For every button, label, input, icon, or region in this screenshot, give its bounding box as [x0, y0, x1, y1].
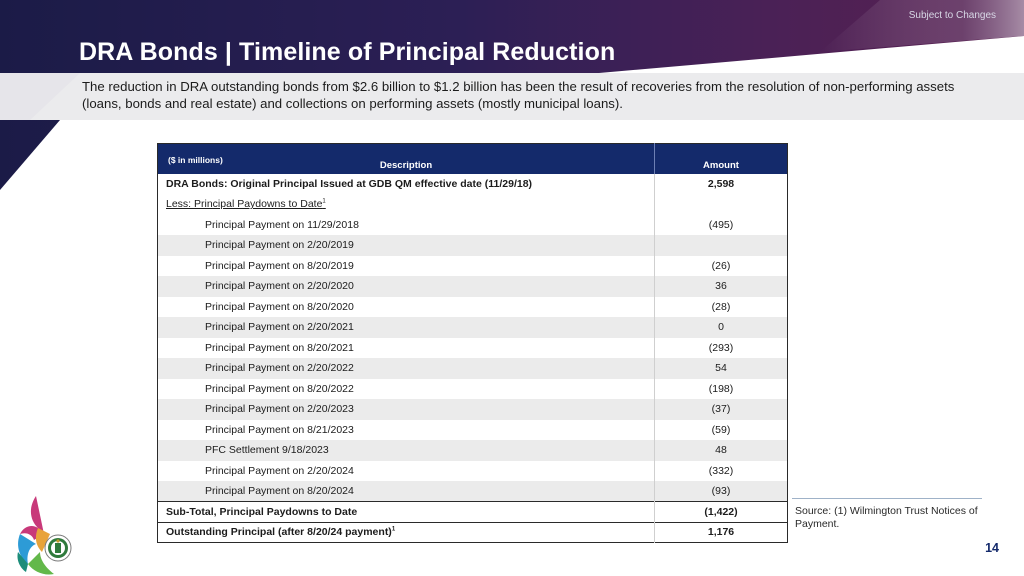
table-row [158, 358, 788, 379]
outstanding-principal-row [158, 522, 788, 543]
subtotal-amount: (1,422) [655, 502, 788, 523]
payment-amount: 36 [655, 276, 788, 297]
table-row [158, 338, 788, 359]
subtotal-row [158, 502, 788, 523]
table-row [158, 256, 788, 277]
table-row [158, 379, 788, 400]
original-principal-label: DRA Bonds: Original Principal Issued at GDB QM effective date (11/29/18) [166, 177, 533, 190]
subtotal-label: Sub-Total, Principal Paydowns to Date [158, 502, 655, 523]
payment-amount: (59) [655, 420, 788, 441]
table-row [158, 317, 788, 338]
table-row [158, 399, 788, 420]
payment-amount: (26) [655, 256, 788, 277]
payment-label: Principal Payment on 2/20/2023 [158, 399, 655, 420]
table-row [158, 276, 788, 297]
subject-to-changes-label: Subject to Changes [908, 10, 996, 21]
payment-amount: (198) [655, 379, 788, 400]
original-principal-row [158, 174, 788, 195]
less-paydowns-footnote: 1 [322, 198, 326, 205]
principal-reduction-table [157, 143, 788, 543]
amount-column-header: Amount [655, 144, 788, 174]
table-row [158, 235, 788, 256]
outstanding-principal-label: Outstanding Principal (after 8/20/24 payment) [166, 526, 392, 539]
payment-label: Principal Payment on 8/20/2021 [205, 341, 354, 354]
payment-amount: (293) [655, 338, 788, 359]
payment-label: Principal Payment on 11/29/2018 [205, 218, 359, 231]
payment-amount: 48 [655, 440, 788, 461]
payment-amount: (37) [655, 399, 788, 420]
table-row [158, 461, 788, 482]
table-row [158, 481, 788, 502]
page-number: 14 [985, 541, 999, 555]
units-label: ($ in millions) [168, 155, 223, 165]
payment-amount [655, 235, 788, 256]
payment-amount: (495) [655, 215, 788, 236]
payment-amount: (93) [655, 481, 788, 502]
description-column-header [158, 144, 655, 174]
payment-label: Principal Payment on 8/20/2024 [158, 481, 655, 502]
payment-label: Principal Payment on 2/20/2019 [158, 235, 655, 256]
outstanding-footnote: 1 [391, 526, 396, 533]
table-row [158, 215, 788, 236]
payment-label: Principal Payment on 8/20/2022 [205, 382, 354, 395]
table-row [158, 420, 788, 441]
less-paydowns-amount [655, 194, 788, 215]
puerto-rico-seal-logo-icon [14, 494, 80, 576]
payment-label: Principal Payment on 2/20/2020 [158, 276, 655, 297]
payment-label: Principal Payment on 8/20/2019 [205, 259, 354, 272]
table-header-row [158, 144, 788, 174]
payment-label: Principal Payment on 2/20/2024 [205, 464, 354, 477]
payment-amount: 54 [655, 358, 788, 379]
source-note: Source: (1) Wilmington Trust Notices of Payment. [795, 505, 978, 530]
payment-amount: 0 [655, 317, 788, 338]
payment-label: Principal Payment on 2/20/2022 [158, 358, 655, 379]
page-subtitle: The reduction in DRA outstanding bonds from $2.6 billion to $1.2 billion has been the result of recoveries from the resolution of non-performing assets (loans, bonds and real estate) and collections on performing assets (mostly municipal loans). [82, 79, 955, 111]
outstanding-principal-amount: 1,176 [655, 522, 788, 543]
original-principal-amount: 2,598 [655, 174, 788, 195]
payment-amount: (332) [655, 461, 788, 482]
table-row [158, 297, 788, 318]
source-divider [792, 498, 982, 499]
less-paydowns-row [158, 194, 788, 215]
payment-label: PFC Settlement 9/18/2023 [158, 440, 655, 461]
outstanding-principal-cell [158, 522, 655, 543]
table-row [158, 440, 788, 461]
payment-label: Principal Payment on 2/20/2021 [158, 317, 655, 338]
payment-label: Principal Payment on 8/20/2020 [205, 300, 354, 313]
description-header-label: Description [379, 159, 433, 171]
page-title: DRA Bonds | Timeline of Principal Reduction [79, 38, 616, 66]
less-paydowns-label: Less: Principal Paydowns to Date [166, 198, 323, 211]
less-paydowns-cell [158, 194, 655, 215]
payment-amount: (28) [655, 297, 788, 318]
payment-label: Principal Payment on 8/21/2023 [205, 423, 354, 436]
